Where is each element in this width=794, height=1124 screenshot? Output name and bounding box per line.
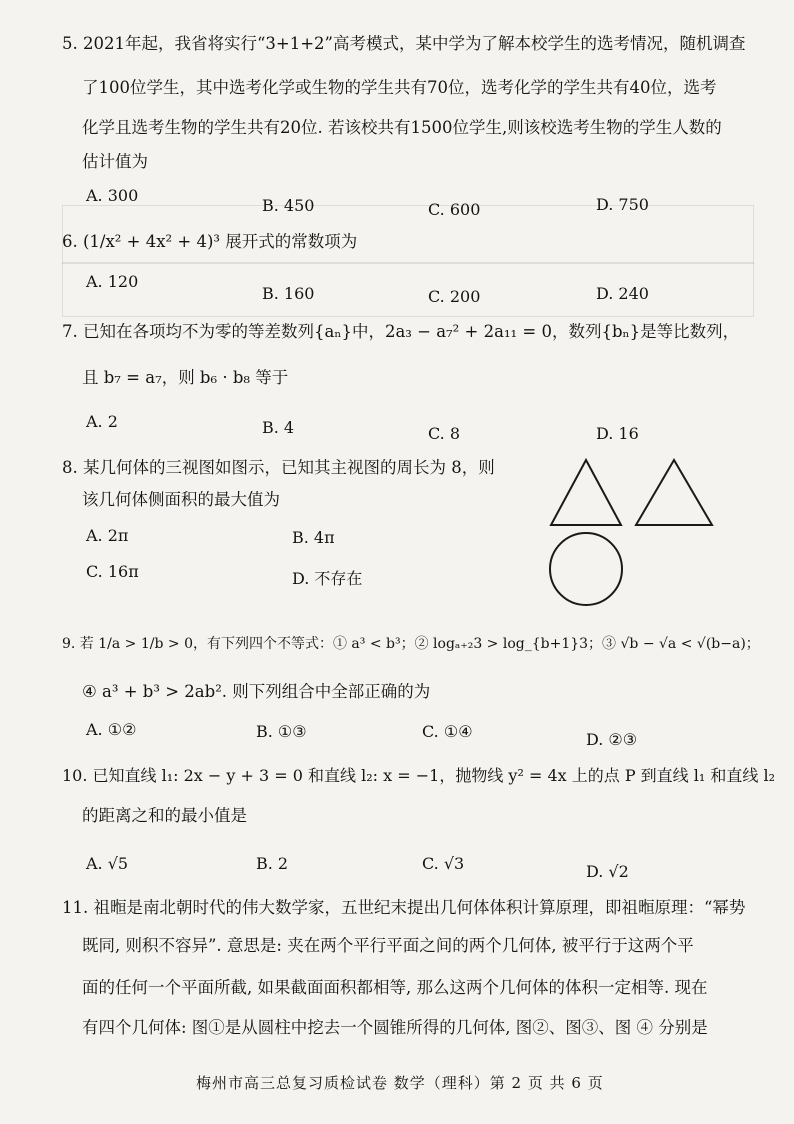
q10-line-2: 的距离之和的最小值是 xyxy=(82,806,247,825)
q5-option-d: D. 750 xyxy=(596,195,649,214)
q11-line-3: 面的任何一个平面所截, 如果截面面积都相等, 那么这两个几何体的体积一定相等. 现在 xyxy=(82,978,708,997)
q10-option-d: D. √2 xyxy=(586,862,629,881)
q10-option-c: C. √3 xyxy=(422,854,465,873)
bleed-through-table xyxy=(62,205,754,317)
q9-option-a: A. ①② xyxy=(86,720,137,739)
three-view-figure xyxy=(540,455,720,615)
q6-option-c: C. 200 xyxy=(428,287,481,306)
q8-option-c: C. 16π xyxy=(86,562,139,581)
bleed-through-table-rule xyxy=(62,262,754,264)
q7-line-1: 7. 已知在各项均不为零的等差数列{aₙ}中，2a₃ − a₇² + 2a₁₁ = 0，数列{bₙ}是等比数列， xyxy=(62,322,740,341)
q8-option-d: D. 不存在 xyxy=(292,569,363,588)
q6-option-d: D. 240 xyxy=(596,284,649,303)
front-view-triangle xyxy=(551,460,621,525)
q10-line-1: 10. 已知直线 l₁: 2x − y + 3 = 0 和直线 l₂: x = −1，抛物线 y² = 4x 上的点 P 到直线 l₁ 和直线 l₂ xyxy=(62,766,775,785)
q5-option-c: C. 600 xyxy=(428,200,481,219)
q11-line-1: 11. 祖暅是南北朝时代的伟大数学家，五世纪末提出几何体体积计算原理，即祖暅原理：“幂势 xyxy=(62,898,746,917)
q10-option-b: B. 2 xyxy=(256,854,289,873)
q6-option-a: A. 120 xyxy=(86,272,139,291)
q5-line-4: 估计值为 xyxy=(82,152,148,171)
q6-line-1: 6. (1/x² + 4x² + 4)³ 展开式的常数项为 xyxy=(62,232,358,251)
q5-option-b: B. 450 xyxy=(262,196,315,215)
q7-option-b: B. 4 xyxy=(262,418,295,437)
q7-option-d: D. 16 xyxy=(596,424,639,443)
q11-line-2: 既同, 则积不容异”. 意思是: 夹在两个平行平面之间的两个几何体, 被平行于这两个平 xyxy=(82,936,694,955)
q6-option-b: B. 160 xyxy=(262,284,315,303)
q10-option-a: A. √5 xyxy=(86,854,129,873)
q8-line-1: 8. 某几何体的三视图如图示，已知其主视图的周长为 8，则 xyxy=(62,458,495,477)
q5-option-a: A. 300 xyxy=(86,186,139,205)
q5-line-3: 化学且选考生物的学生共有20位. 若该校共有1500位学生,则该校选考生物的学生人数的 xyxy=(82,118,722,137)
side-view-triangle xyxy=(636,460,712,525)
q9-line-2: ④ a³ + b³ > 2ab². 则下列组合中全部正确的为 xyxy=(82,682,431,701)
q5-line-2: 了100位学生，其中选考化学或生物的学生共有70位，选考化学的学生共有40位，选考 xyxy=(82,78,717,97)
q9-option-d: D. ②③ xyxy=(586,730,638,749)
q5-line-1: 5. 2021年起，我省将实行“3+1+2”高考模式，某中学为了解本校学生的选考情况，随机调查 xyxy=(62,34,746,53)
q11-line-4: 有四个几何体: 图①是从圆柱中挖去一个圆锥所得的几何体, 图②、图③、图 ④ 分别是 xyxy=(82,1018,708,1037)
q8-option-b: B. 4π xyxy=(292,528,335,547)
q8-option-a: A. 2π xyxy=(86,526,129,545)
top-view-circle xyxy=(550,533,622,605)
q9-option-c: C. ①④ xyxy=(422,722,473,741)
page-footer: 梅州市高三总复习质检试卷 数学（理科）第 2 页 共 6 页 xyxy=(196,1074,604,1092)
q7-line-2: 且 b₇ = a₇，则 b₆ · b₈ 等于 xyxy=(82,368,289,387)
q8-line-2: 该几何体侧面积的最大值为 xyxy=(82,490,280,509)
q7-option-a: A. 2 xyxy=(86,412,118,431)
q7-option-c: C. 8 xyxy=(428,424,461,443)
q9-line-1: 9. 若 1/a > 1/b > 0，有下列四个不等式：① a³ < b³；② logₐ₊₂3 > log_{b+1}3；③ √b − √a < √(b−a)； xyxy=(62,636,760,652)
q9-option-b: B. ①③ xyxy=(256,722,307,741)
